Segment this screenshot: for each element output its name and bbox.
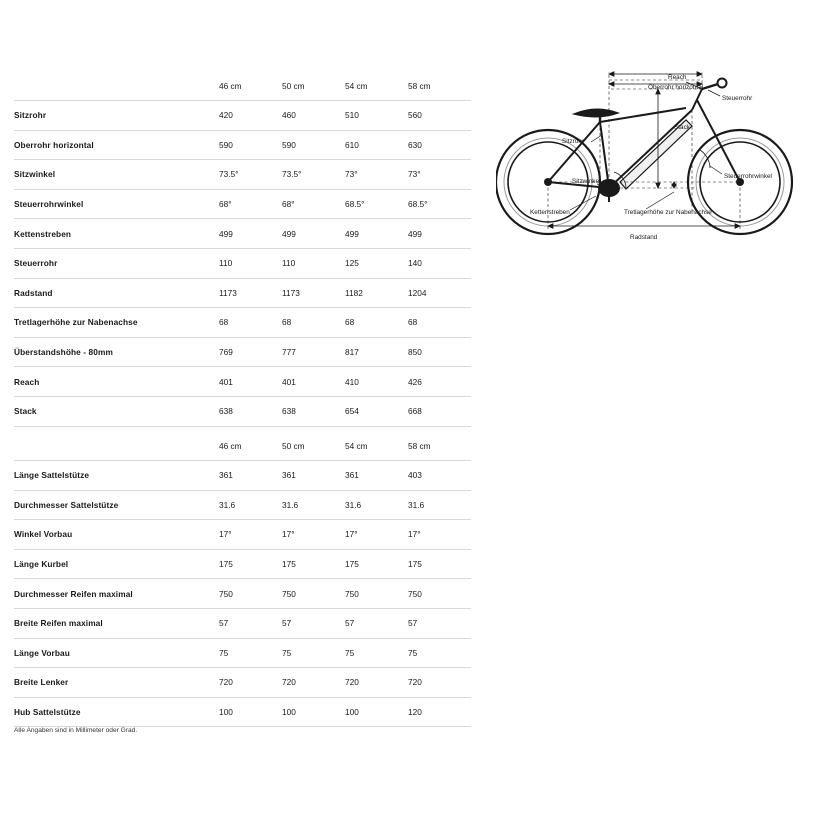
table-row (14, 219, 471, 249)
header-cell-size-58: 58 cm (408, 441, 431, 451)
cell-value: 57 (282, 618, 292, 629)
cell-value: 410 (345, 376, 359, 387)
row-label: Radstand (14, 287, 53, 298)
diagram-label-sitzrohr: Sitzrohr (562, 138, 585, 145)
table-row (14, 248, 471, 278)
cell-value: 17° (345, 529, 358, 540)
cell-value: 750 (345, 588, 359, 599)
row-label: Breite Lenker (14, 677, 69, 688)
cell-value: 720 (282, 677, 296, 688)
cell-value: 73° (345, 169, 358, 180)
table-row (14, 278, 471, 308)
table-row (14, 101, 471, 131)
header-cell-size-54: 54 cm (345, 441, 368, 451)
row-label: Winkel Vorbau (14, 529, 73, 540)
cell-value: 668 (408, 406, 422, 417)
cell-value: 140 (408, 258, 422, 269)
cell-value: 638 (282, 406, 296, 417)
cell-value: 110 (219, 258, 233, 269)
cell-value: 560 (408, 110, 422, 121)
cell-value: 57 (345, 618, 355, 629)
table-row (14, 579, 471, 609)
diagram-label-oberrohr: Oberrohr horizontal (648, 84, 704, 91)
cell-value: 361 (345, 470, 359, 481)
row-label: Steuerrohr (14, 258, 58, 269)
cell-value: 75 (219, 647, 229, 658)
header-cell-size-58: 58 cm (408, 81, 431, 91)
cell-value: 17° (219, 529, 232, 540)
cell-value: 17° (282, 529, 295, 540)
cell-value: 68 (282, 317, 292, 328)
cell-value: 31.6 (219, 499, 236, 510)
cell-value: 68.5° (345, 199, 365, 210)
cell-value: 720 (219, 677, 233, 688)
cell-value: 630 (408, 139, 422, 150)
cell-value: 100 (219, 707, 233, 718)
table-row (14, 396, 471, 426)
cell-value: 68 (408, 317, 418, 328)
cell-value: 750 (219, 588, 233, 599)
header-cell-blank (14, 72, 219, 101)
table-row (14, 160, 471, 190)
cell-value: 175 (408, 559, 422, 570)
row-label: Oberrohr horizontal (14, 139, 94, 150)
diagram-label-steuerrohrwinkel: Steuerrohrwinkel (724, 173, 772, 180)
cell-value: 57 (219, 618, 229, 629)
cell-value: 31.6 (345, 499, 362, 510)
cell-value: 110 (282, 258, 296, 269)
row-label: Sitzwinkel (14, 169, 56, 180)
header-cell-size-46: 46 cm (219, 441, 242, 451)
table-row (14, 549, 471, 579)
cell-value: 654 (345, 406, 359, 417)
cell-value: 769 (219, 347, 233, 358)
table-row (14, 608, 471, 638)
cell-value: 590 (219, 139, 233, 150)
stem-icon (702, 84, 718, 89)
cell-value: 638 (219, 406, 233, 417)
cell-value: 499 (219, 228, 233, 239)
cell-value: 75 (345, 647, 355, 658)
cell-value: 1204 (408, 287, 427, 298)
table-header-components (14, 432, 471, 461)
cell-value: 100 (282, 707, 296, 718)
cell-value: 499 (282, 228, 296, 239)
cell-value: 590 (282, 139, 296, 150)
row-label: Breite Reifen maximal (14, 618, 103, 629)
table-row (14, 490, 471, 520)
cell-value: 361 (219, 470, 233, 481)
table-header-row (14, 432, 471, 461)
table-header-row (14, 72, 471, 101)
cell-value: 403 (408, 470, 422, 481)
row-label: Sitzrohr (14, 110, 47, 121)
header-cell-size-46: 46 cm (219, 81, 242, 91)
header-cell-size-54: 54 cm (345, 81, 368, 91)
cell-value: 1173 (282, 287, 300, 298)
table-header-primary (14, 72, 471, 101)
bike-geometry-diagram (496, 62, 816, 272)
table-row (14, 308, 471, 338)
table-row (14, 520, 471, 550)
cell-value: 510 (345, 110, 359, 121)
header-cell-size-50: 50 cm (282, 441, 305, 451)
cell-value: 68 (219, 317, 229, 328)
cell-value: 720 (345, 677, 359, 688)
cell-value: 68 (345, 317, 355, 328)
cell-value: 610 (345, 139, 359, 150)
geometry-table-primary (14, 72, 471, 427)
row-label: Reach (14, 376, 40, 387)
table-row (14, 697, 471, 727)
cell-value: 175 (345, 559, 359, 570)
diagram-label-steuerrohr: Steuerrohr (722, 95, 753, 102)
cell-value: 75 (282, 647, 292, 658)
footnote: Alle Angaben sind in Millimeter oder Grad. (14, 727, 138, 734)
row-label: Länge Sattelstütze (14, 470, 90, 481)
header-cell-size-50: 50 cm (282, 81, 305, 91)
row-label: Überstandshöhe - 80mm (14, 347, 113, 358)
table-row (14, 367, 471, 397)
cell-value: 31.6 (408, 499, 425, 510)
table-row (14, 130, 471, 160)
cell-value: 426 (408, 376, 422, 387)
cell-value: 817 (345, 347, 359, 358)
diagram-label-tretlagerhoehe: Tretlagerhöhe zur Nabenachse (624, 209, 712, 216)
cell-value: 361 (282, 470, 296, 481)
diagram-label-radstand: Radstand (630, 234, 658, 241)
cell-value: 68.5° (408, 199, 428, 210)
cell-value: 17° (408, 529, 421, 540)
handlebar-icon (718, 79, 727, 88)
cell-value: 73.5° (282, 169, 302, 180)
row-label: Steuerrohrwinkel (14, 199, 84, 210)
row-label: Durchmesser Sattelstütze (14, 499, 119, 510)
cell-value: 750 (408, 588, 422, 599)
geometry-table-components (14, 432, 471, 727)
row-label: Länge Vorbau (14, 647, 70, 658)
table-row (14, 668, 471, 698)
cell-value: 499 (345, 228, 359, 239)
row-label: Tretlagerhöhe zur Nabenachse (14, 317, 138, 328)
table-row (14, 638, 471, 668)
cell-value: 73.5° (219, 169, 239, 180)
cell-value: 175 (219, 559, 233, 570)
diagram-label-kettenstreben: Kettenstreben (530, 209, 570, 216)
leader-lines (570, 82, 722, 210)
row-label: Stack (14, 406, 37, 417)
saddle-icon (574, 109, 618, 117)
cell-value: 777 (282, 347, 296, 358)
cell-value: 720 (408, 677, 422, 688)
cell-value: 31.6 (282, 499, 299, 510)
cell-value: 68° (219, 199, 232, 210)
diagram-label-stack: Stack (674, 124, 690, 131)
bike-diagram-svg (496, 62, 816, 272)
cell-value: 73° (408, 169, 421, 180)
cell-value: 850 (408, 347, 422, 358)
cell-value: 401 (282, 376, 296, 387)
row-label: Kettenstreben (14, 228, 72, 239)
header-cell-blank (14, 432, 219, 461)
cell-value: 1182 (345, 287, 363, 298)
cell-value: 68° (282, 199, 295, 210)
table-row (14, 461, 471, 491)
cell-value: 420 (219, 110, 233, 121)
cell-value: 750 (282, 588, 296, 599)
cell-value: 1173 (219, 287, 237, 298)
table-row (14, 189, 471, 219)
cell-value: 175 (282, 559, 296, 570)
table-row (14, 337, 471, 367)
diagram-label-reach: Reach (668, 74, 687, 81)
cell-value: 460 (282, 110, 296, 121)
cell-value: 499 (408, 228, 422, 239)
cell-value: 120 (408, 707, 422, 718)
diagram-label-sitzwinkel: Sitzwinkel (572, 178, 601, 185)
row-label: Hub Sattelstütze (14, 707, 81, 718)
cell-value: 57 (408, 618, 418, 629)
cell-value: 100 (345, 707, 359, 718)
row-label: Länge Kurbel (14, 559, 69, 570)
cell-value: 75 (408, 647, 418, 658)
cell-value: 125 (345, 258, 359, 269)
row-label: Durchmesser Reifen maximal (14, 588, 133, 599)
cell-value: 401 (219, 376, 233, 387)
